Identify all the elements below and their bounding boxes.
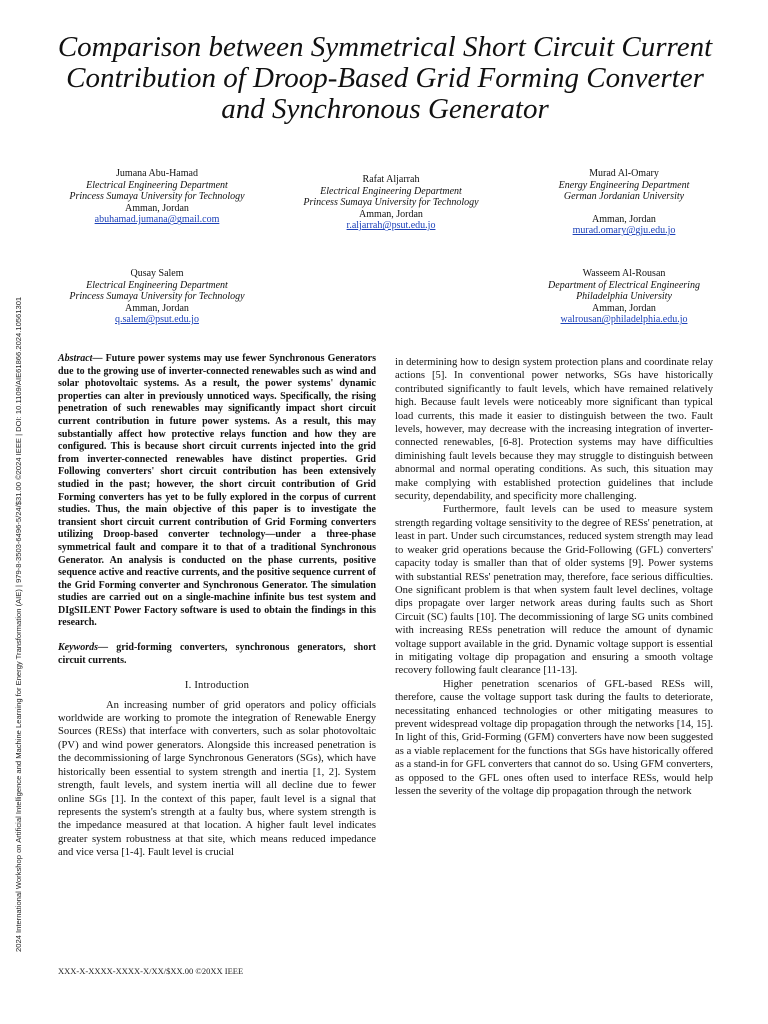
author-dept: Energy Engineering Department (558, 179, 690, 191)
author-email-link[interactable]: walrousan@philadelphia.edu.jo (560, 314, 688, 326)
author-name: Qusay Salem (130, 268, 184, 279)
author-block (57, 268, 257, 326)
author-org: Princess Sumaya University for Technology (303, 197, 479, 209)
keywords-text: — grid-forming converters, synchronous generators, short circuit currents. (58, 642, 376, 666)
author-block (524, 168, 724, 237)
abstract-label: Abstract (58, 353, 93, 364)
author-location: Amman, Jordan (359, 208, 423, 220)
body-paragraph: Furthermore, fault levels can be used to measure system strength regarding voltage sensitivity to the degree of RESs' penetration, at least in part. Under such circumstances, reduced system strength may lead to weaker grid operations because the Grid-Following (GFL) converters' capacity today is smaller than that of older systems [9]. Power systems with substantial RESs' penetration may, therefore, face serious difficulties. One significant problem is that when system fault level declines, voltage dips propagate over larger network areas during faults such as Short Circuit (SC) faults [10]. The decommissioning of large SG units combined with increasing RESs penetration will reduce the amount of dynamic voltage support available in the grid. Dynamic voltage support is essential in mitigating voltage dip propagation and ensuring a smooth voltage recovery following fault clearance [11-13]. (395, 504, 713, 677)
author-name: Rafat Aljarrah (362, 174, 420, 185)
author-org: Princess Sumaya University for Technology (69, 191, 245, 203)
author-dept: Electrical Engineering Department (86, 179, 228, 191)
author-location: Amman, Jordan (592, 302, 656, 314)
paper-title: Comparison between Symmetrical Short Circuit Current Contribution of Droop-Based Grid Forming Converter and Synchronous Generator (57, 31, 713, 125)
author-email-link[interactable]: r.aljarrah@psut.edu.jo (346, 220, 436, 232)
author-dept: Electrical Engineering Department (86, 279, 228, 291)
author-email-link[interactable]: murad.omary@gju.edu.jo (572, 225, 676, 237)
abstract (58, 353, 376, 630)
author-name: Murad Al-Omary (589, 168, 659, 179)
abstract-text: — Future power systems may use fewer Synchronous Generators due to the growing use of inverter-connected renewables such as wind and solar photovoltaic systems. As a result, the power systems' dynamic properties can alter in previously unnoticed ways. Specifically, the rising penetration of such renewables may significantly impact short circuit current contribution in future power systems. As a result, this may substantially affect how protective relays function and how they are configured. This is because short circuit currents injected into the grid from inverter-connected renewables have distinct properties. Grid Following converters' short circuit contribution has been extensively studied in the past; however, the short circuit contribution of Grid Forming converters has yet to be fully explored in the corpus of current studies. Thus, the main objective of this paper is to investigate the transient short circuit current contribution of Grid Forming converters utilizing Droop-based converter technology—under a three-phase symmetrical fault and compare it to that of a traditional Synchronous Generator. An analysis is conducted on the phase currents, positive sequence active and reactive currents, and the positive sequence current of the Grid Forming converter and Synchronous Generator. The simulation studies are carried out on a single-machine infinite bus test system and DIgSILENT Power Factory software is used to obtain the findings in this research. (58, 353, 376, 629)
author-location: Amman, Jordan (125, 302, 189, 314)
author-org: Princess Sumaya University for Technology (69, 291, 245, 303)
author-org: German Jordanian University (563, 191, 685, 203)
author-org: Philadelphia University (576, 291, 672, 303)
author-email-link[interactable]: q.salem@psut.edu.jo (115, 314, 199, 326)
section-heading: I. Introduction (184, 680, 250, 692)
author-block (291, 174, 491, 232)
keywords (58, 642, 376, 667)
author-block (57, 168, 257, 226)
author-name: Wasseem Al-Rousan (582, 268, 666, 279)
body-paragraph: in determining how to design system protection plans and coordinate relay actions [5]. In conventional power networks, SGs have historically contributed significantly to fault levels, which have remained relatively high. Because fault levels were noticeably more significant than typical load currents, this made it easier to distinguish between the two. Fault levels, however, may decrease with the increasing integration of inverter-connected renewables, [6-8]. Protection systems may have difficulties diminishing fault levels because they may struggle to distinguish between abnormal and normal operating conditions. As such, this situation may make complying with established protection guidelines that include security, dependability, and specificity more challenging. (395, 357, 713, 503)
author-dept: Department of Electrical Engineering (548, 279, 700, 291)
author-name: Jumana Abu-Hamad (116, 168, 198, 179)
publication-side-note: 2024 International Workshop on Artificial Intelligence and Machine Learning for Energy Transformation (AIE) | 979-8-3503-6496-5/24/$31.00 ©2024 IEEE | DOI: 10.1109/AIE61866.2024.10561301 (14, 296, 23, 952)
author-location: Amman, Jordan (592, 213, 656, 225)
keywords-label: Keywords (58, 642, 98, 654)
copyright-footer: XXX-X-XXXX-XXXX-X/XX/$XX.00 ©20XX IEEE (58, 966, 244, 976)
body-paragraph: Higher penetration scenarios of GFL-based RESs will, therefore, cause the voltage support task during the faults to deteriorate, necessitating enhanced technologies or other mitigating measures to prevent widespread voltage dip propagation through the networks [14, 15]. In light of this, Grid-Forming (GFM) converters have now been suggested as a viable replacement for the functions that SGs have historically offered as a stand-in for GFL converters that cannot do so. Using GFM converters, as opposed to the GFL ones often used to interface RESs, would help lessen the severity of the voltage dip propagation through the network (395, 678, 713, 797)
author-dept: Electrical Engineering Department (320, 185, 462, 197)
author-email-link[interactable]: abuhamad.jumana@gmail.com (94, 214, 220, 226)
author-block (510, 268, 738, 326)
left-column (58, 353, 376, 860)
body-paragraph: An increasing number of grid operators and policy officials worldwide are working to promote the integration of Renewable Energy Sources (RESs) that interface with converters, such as solar photovoltaic (PV) and wind power generators. Alongside this increased penetration is the decommissioning of large Synchronous Generators (SGs), which have historically been essential to system strength and inertia [1, 2]. System strength, fault levels, and system inertia will all decline due to fewer online SGs [1]. In the context of this paper, fault level is a signal that represents the system's strength at a faulty bus, where system strength is the impedance measured at that location. A higher fault level indicates greater system robustness at that site, which means reduced impedance and vice versa [1-4]. Fault level is crucial (58, 699, 376, 859)
author-location: Amman, Jordan (125, 202, 189, 214)
right-column (395, 356, 713, 798)
